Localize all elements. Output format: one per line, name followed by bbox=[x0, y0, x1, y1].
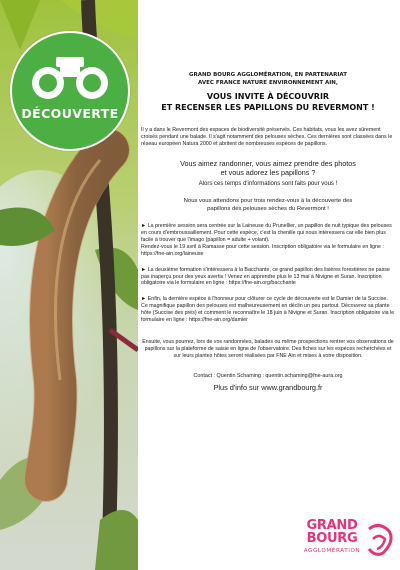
intro-paragraph: Il y a dans le Revermont des espaces de biodiversité préservés. Ces habitats, vous les avez sûrement croisés pendant une balade. Il s'agit notamment des pelouses sèches. Ces dernières sont classées dans le réseau européen Natura 2000 et abritent de nombreuses espèces de papillons. bbox=[141, 127, 393, 147]
session-2 bbox=[141, 267, 395, 288]
question-line: Vous aimez randonner, vous aimez prendre des photos bbox=[180, 158, 356, 168]
badge-label: DÉCOUVERTE bbox=[21, 106, 119, 121]
binoculars-icon bbox=[30, 53, 110, 101]
invite-line: papillons des pelouses sèches du Revermont ! bbox=[207, 205, 329, 212]
session-1 bbox=[141, 223, 395, 258]
session-detail: Rendez-vous le 19 avril à Ramasse pour cette session. Inscription obligatoire via le formulaire en ligne : https://fne-ain.org/laineuse bbox=[141, 243, 384, 257]
organizer-header bbox=[141, 72, 395, 87]
logo-subtitle: AGGLOMÉRATION bbox=[303, 548, 361, 554]
flyer-content bbox=[141, 72, 395, 392]
heart-mark-icon bbox=[365, 523, 393, 557]
session-text: ► La première session sera centrée sur la Laineuse du Prunellier, un papillon de nuit typique des pelouses en cours d'embroussaillement. Pour cette espèce, c'est la chenille qui nous intéressera car elle bien plus facile à trouver que l'imago (papillon = adulte + volant). bbox=[141, 223, 392, 243]
session-text: ► Enfin, la dernière espèce à l'honneur pour clôturer ce cycle de découverte est le Damier de la Succise. Ce magnifique papillon des pelouses est malheureusement en déclin un peu partout. Découvrez sa plante hôte (Succise des prés) et comment le reconnaître le 18 juin à Nivigne et Suran. Inscription obligatoire via le formulaire en ligne : https://fne-ain.org/damier bbox=[141, 296, 395, 324]
flyer-title bbox=[141, 91, 395, 113]
invite-line: Nous vous attendons pour trois rendez-vous à la découverte des bbox=[183, 197, 353, 204]
contact-line: Contact : Quentin Schaming : quentin.schaming@fne-aura.org bbox=[193, 372, 343, 379]
title-line: VOUS INVITE À DÉCOUVRIR bbox=[206, 92, 330, 102]
title-line: ET RECENSER LES PAPILLONS DU REVERMONT ! bbox=[161, 103, 375, 113]
question-heading bbox=[141, 159, 395, 177]
more-info-line: Plus d'info sur www.grandbourg.fr bbox=[213, 382, 323, 392]
session-3 bbox=[141, 296, 395, 324]
logo-text: GRAND bbox=[306, 518, 358, 533]
answer-line: Alors ces temps d'informations sont faits pour vous ! bbox=[198, 180, 338, 187]
question-line: et vous adorez les papillons ? bbox=[220, 167, 316, 177]
grand-bourg-logo bbox=[289, 518, 394, 564]
logo-text: BOURG bbox=[306, 531, 358, 546]
decouverte-badge bbox=[10, 31, 130, 151]
header-line: AVEC FRANCE NATURE ENVIRONNEMENT AIN, bbox=[198, 79, 338, 86]
session-text: ► La deuxième formation s'intéressera à la Bacchante, ce grand papillon des lisières forestières ne passe pas inaperçu pour des yeux avertis ! Venez en apprendre plus le 13 mai à Nivigne et Suran. Inscription obligatoire via le formulaire en ligne : https://fne-ain.org/bacchante bbox=[141, 266, 390, 287]
outro-paragraph: Ensuite, vous pourrez, lors de vos randonnées, balades ou même prospections rentrer vos observations de papillons sur la plateforme de saisie en ligne de l'observatoire. Des fiches sur les espèces recherchées et sur leurs plantes hôtes seront réalisées par FNE Ain et mises à votre disposition. bbox=[142, 338, 394, 359]
invite-text bbox=[141, 198, 395, 213]
header-line: GRAND BOURG AGGLOMÉRATION, EN PARTENARIAT bbox=[188, 72, 347, 78]
